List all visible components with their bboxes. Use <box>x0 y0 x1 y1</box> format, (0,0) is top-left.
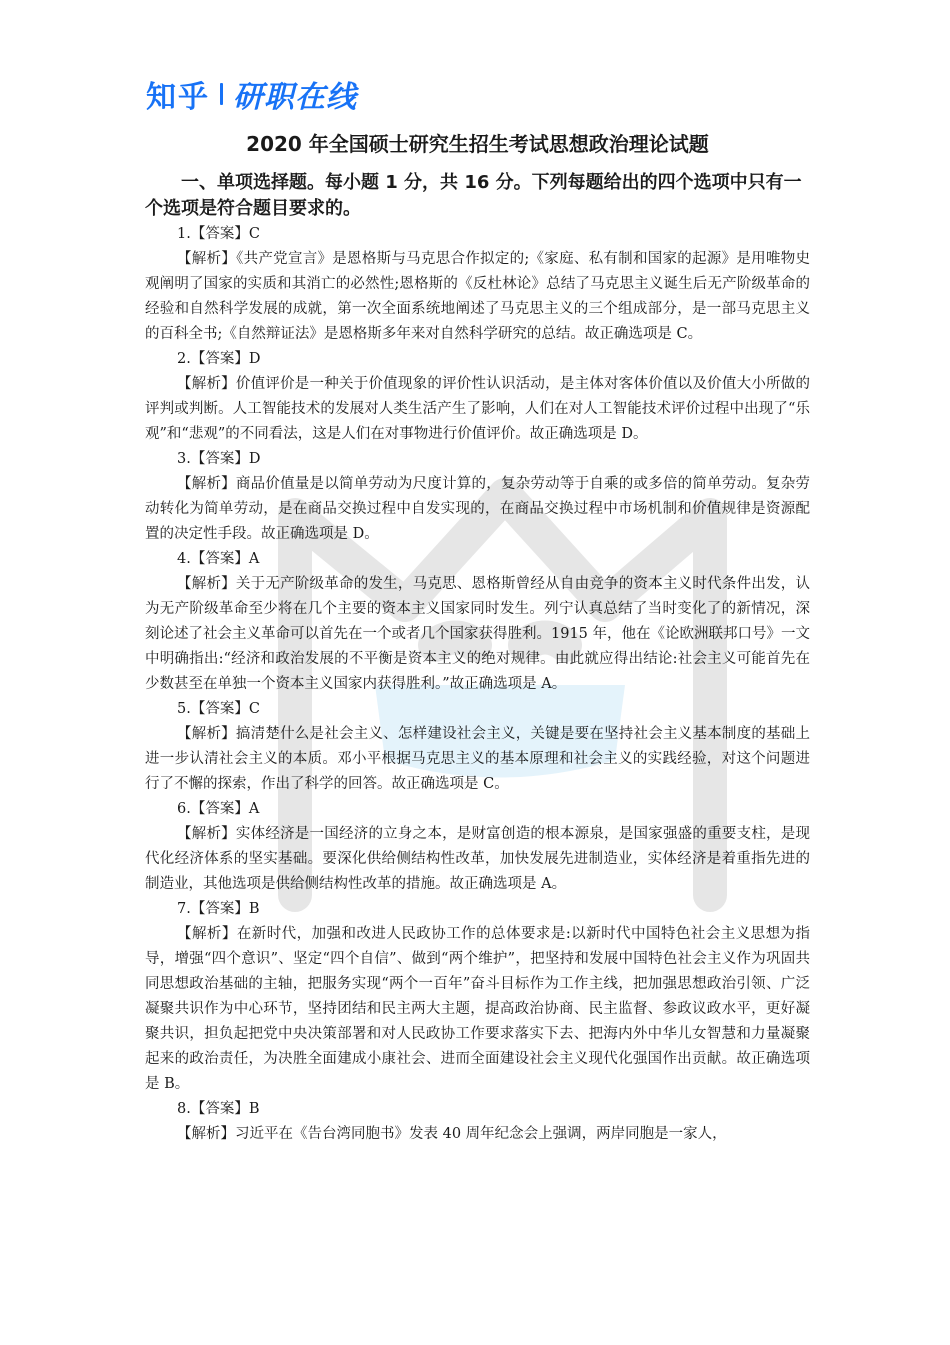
zhihu-logo <box>146 72 357 116</box>
answer-line: 8.【答案】B <box>177 1101 260 1117</box>
analysis-paragraph: 【解析】关于无产阶级革命的发生，马克思、恩格斯曾经从自由竞争的资本主义时代条件出发，认为无产阶级革命至少将在几个主要的资本主义国家同时发生。列宁认真总结了当时变化了的新情况，深刻论述了社会主义革命可以首先在一个或者几个国家获得胜利。1915 年，他在《论欧洲联邦口号》一文中明确指出:“经济和政治发展的不平衡是资本主义的绝对规律。由此就应得出结论:社会主义可能首先在少数甚至在单独一个资本主义国家内获得胜利。”故正确选项是 A。 <box>145 576 811 692</box>
answer-line: 5.【答案】C <box>177 701 260 717</box>
answer-line: 4.【答案】A <box>177 551 260 567</box>
answer-line: 6.【答案】A <box>177 801 260 817</box>
analysis-paragraph: 【解析】价值评价是一种关于价值现象的评价性认识活动，是主体对客体价值以及价值大小所做的评判或判断。人工智能技术的发展对人类生活产生了影响，人们在对人工智能技术评价过程中出现了“乐观”和“悲观”的不同看法，这是人们在对事物进行价值评价。故正确选项是 D。 <box>145 376 810 442</box>
answer-line: 2.【答案】D <box>177 351 261 367</box>
analysis-paragraph: 【解析】商品价值量是以简单劳动为尺度计算的，复杂劳动等于自乘的或多倍的简单劳动。复杂劳动转化为简单劳动，是在商品交换过程中自发实现的，在商品交换过程中市场机制和价值规律是资源配置的决定性手段。故正确选项是 D。 <box>145 476 810 542</box>
analysis-paragraph: 【解析】在新时代，加强和改进人民政协工作的总体要求是:以新时代中国特色社会主义思想为指导，增强“四个意识”、坚定“四个自信”、做到“两个维护”，把坚持和发展中国特色社会主义作为巩固共同思想政治基础的主轴，把服务实现“两个一百年”奋斗目标作为工作主线，把加强思想政治引领、广泛凝聚共识作为中心环节，坚持团结和民主两大主题，提高政治协商、民主监督、参政议政水平，更好凝聚共识，担负起把党中央决策部署和对人民政协工作要求落实下去、把海内外中华儿女智慧和力量凝聚起来的政治责任，为决胜全面建成小康社会、进而全面建设社会主义现代化强国作出贡献。故正确选项是 B。 <box>145 926 810 1092</box>
logo-divider <box>220 83 223 105</box>
answer-line: 3.【答案】D <box>177 451 261 467</box>
answer-line: 1.【答案】C <box>177 226 260 242</box>
section-heading: 一、单项选择题。每小题 1 分，共 16 分。下列每题给出的四个选项中只有一个选项是符合题目要求的。 <box>145 172 802 219</box>
logo-secondary: 研职在线 <box>233 80 357 115</box>
analysis-paragraph: 【解析】《共产党宣言》是恩格斯与马克思合作拟定的;《家庭、私有制和国家的起源》是用唯物史观阐明了国家的实质和其消亡的必然性;恩格斯的《反杜林论》总结了马克思主义诞生后无产阶级革命的经验和自然科学发展的成就，第一次全面系统地阐述了马克思主义的三个组成部分，是一部马克思主义的百科全书;《自然辩证法》是恩格斯多年来对自然科学研究的总结。故正确选项是 C。 <box>145 251 810 342</box>
answer-line: 7.【答案】B <box>177 901 260 917</box>
analysis-paragraph: 【解析】搞清楚什么是社会主义、怎样建设社会主义，关键是要在坚持社会主义基本制度的基础上进一步认清社会主义的本质。邓小平根据马克思主义的基本原理和社会主义的实践经验，对这个问题进行了不懈的探索，作出了科学的回答。故正确选项是 C。 <box>145 726 810 792</box>
analysis-paragraph: 【解析】实体经济是一国经济的立身之本，是财富创造的根本源泉，是国家强盛的重要支柱，是现代化经济体系的坚实基础。要深化供给侧结构性改革，加快发展先进制造业，实体经济是着重指先进的制造业，其他选项是供给侧结构性改革的措施。故正确选项是 A。 <box>145 826 810 892</box>
logo-primary: 知乎 <box>146 80 210 115</box>
document-body <box>145 130 810 1147</box>
analysis-paragraph: 【解析】习近平在《告台湾同胞书》发表 40 周年纪念会上强调，两岸同胞是一家人， <box>177 1126 727 1142</box>
document-title: 2020 年全国硕士研究生招生考试思想政治理论试题 <box>246 132 709 156</box>
